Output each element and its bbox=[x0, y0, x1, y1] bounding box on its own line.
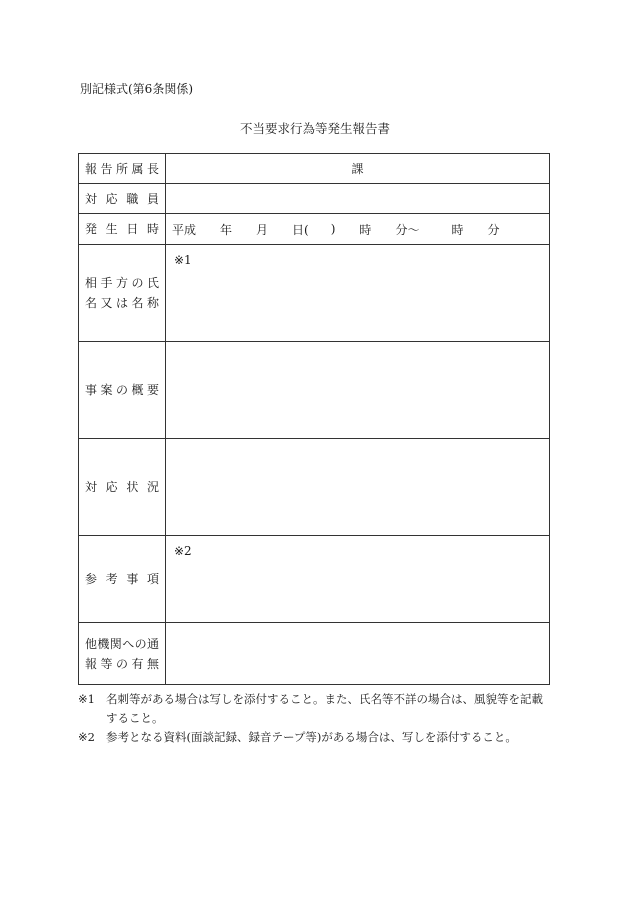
row-counterpart bbox=[79, 245, 550, 342]
field-reference[interactable] bbox=[166, 536, 550, 623]
document-title: 不当要求行為等発生報告書 bbox=[239, 121, 390, 136]
label-datetime: 発生日時 bbox=[79, 214, 166, 245]
footnote-text: 名刺等がある場合は写しを添付すること。また、氏名等不詳の場合は、風貌等を記載すること。 bbox=[106, 692, 543, 725]
footnote-2 bbox=[78, 728, 550, 747]
day-label: 日( bbox=[292, 222, 309, 237]
row-datetime bbox=[79, 214, 550, 245]
label-staff: 対応職員 bbox=[79, 184, 166, 214]
footnote-mark: ※1 bbox=[78, 692, 95, 706]
label-counterpart: 相手方の氏 名又は名称 bbox=[79, 245, 166, 342]
hour-start-label: 時 bbox=[359, 222, 372, 237]
label-reference: 参考事項 bbox=[79, 536, 166, 623]
row-notification bbox=[79, 623, 550, 685]
label-reporter: 報告所属長 bbox=[79, 154, 166, 184]
minute-start-label: 分〜 bbox=[395, 222, 420, 237]
label-summary: 事案の概要 bbox=[79, 342, 166, 439]
field-response[interactable] bbox=[166, 439, 550, 536]
field-counterpart[interactable] bbox=[166, 245, 550, 342]
year-label: 年 bbox=[220, 222, 233, 237]
footnote-mark: ※2 bbox=[78, 730, 95, 744]
footnotes bbox=[78, 690, 550, 747]
field-summary[interactable] bbox=[166, 342, 550, 439]
report-form-table bbox=[78, 153, 550, 685]
minute-end-label: 分 bbox=[487, 222, 500, 237]
field-notification[interactable] bbox=[166, 623, 550, 685]
row-summary bbox=[79, 342, 550, 439]
note-ref-2: ※2 bbox=[174, 544, 192, 558]
note-ref-1: ※1 bbox=[174, 253, 192, 267]
field-datetime[interactable] bbox=[166, 214, 550, 245]
weekday-close: ) bbox=[330, 222, 336, 236]
field-staff[interactable] bbox=[166, 184, 550, 214]
footnote-text: 参考となる資料(面談記録、録音テープ等)がある場合は、写しを添付すること。 bbox=[106, 730, 517, 744]
row-staff bbox=[79, 184, 550, 214]
department-suffix: 課 bbox=[351, 162, 364, 176]
month-label: 月 bbox=[256, 222, 269, 237]
label-response: 対応状況 bbox=[79, 439, 166, 536]
era-label: 平成 bbox=[172, 222, 197, 237]
row-reference bbox=[79, 536, 550, 623]
row-reporter bbox=[79, 154, 550, 184]
footnote-1 bbox=[78, 690, 550, 728]
row-response bbox=[79, 439, 550, 536]
label-notification: 他機関への通 報等の有無 bbox=[79, 623, 166, 685]
hour-end-label: 時 bbox=[451, 222, 464, 237]
form-label: 別記様式(第6条関係) bbox=[80, 82, 193, 96]
field-reporter-department[interactable] bbox=[166, 154, 550, 184]
